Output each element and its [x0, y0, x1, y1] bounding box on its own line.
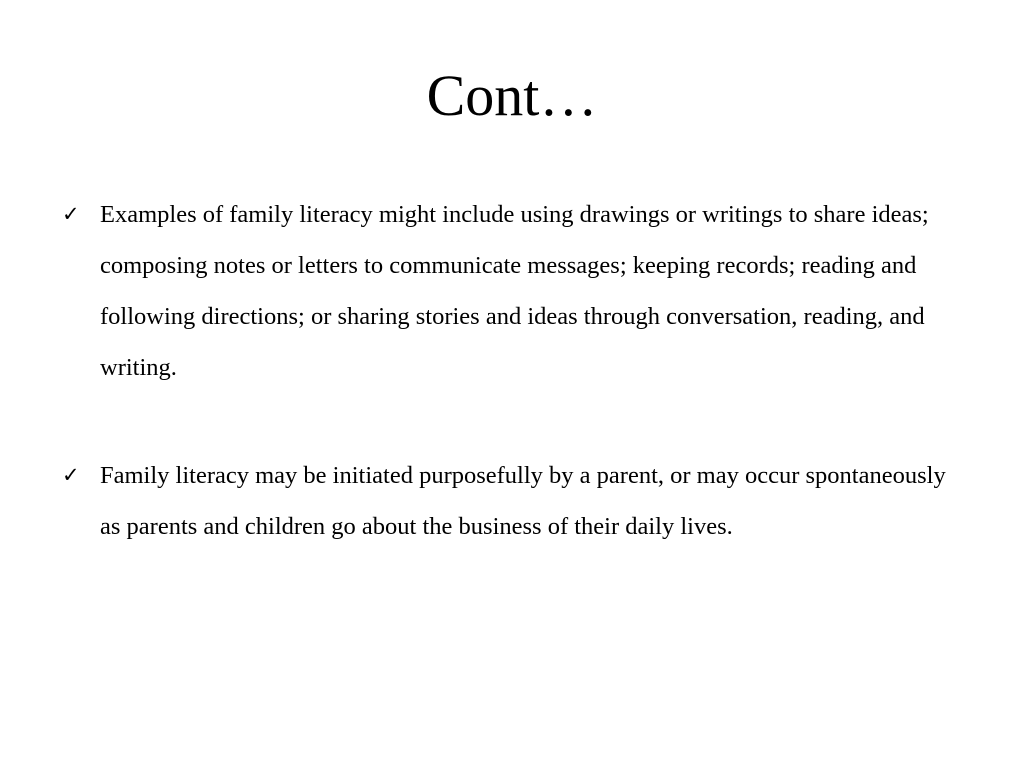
bullet-item — [60, 450, 960, 552]
slide-title: Cont… — [426, 63, 598, 128]
checkmark-icon: ✓ — [62, 202, 80, 226]
checkmark-icon: ✓ — [62, 463, 80, 487]
bullet-text: Examples of family literacy might include using drawings or writings to share ideas; composing notes or letters to communicate messages; keeping records; reading and following directions; or sharing stories and ideas through conversation, reading, and writing. — [100, 201, 929, 381]
bullet-list — [60, 189, 960, 552]
bullet-text: Family literacy may be initiated purposefully by a parent, or may occur spontaneously as parents and children go about the business of their daily lives. — [100, 462, 946, 540]
bullet-item — [60, 189, 960, 393]
